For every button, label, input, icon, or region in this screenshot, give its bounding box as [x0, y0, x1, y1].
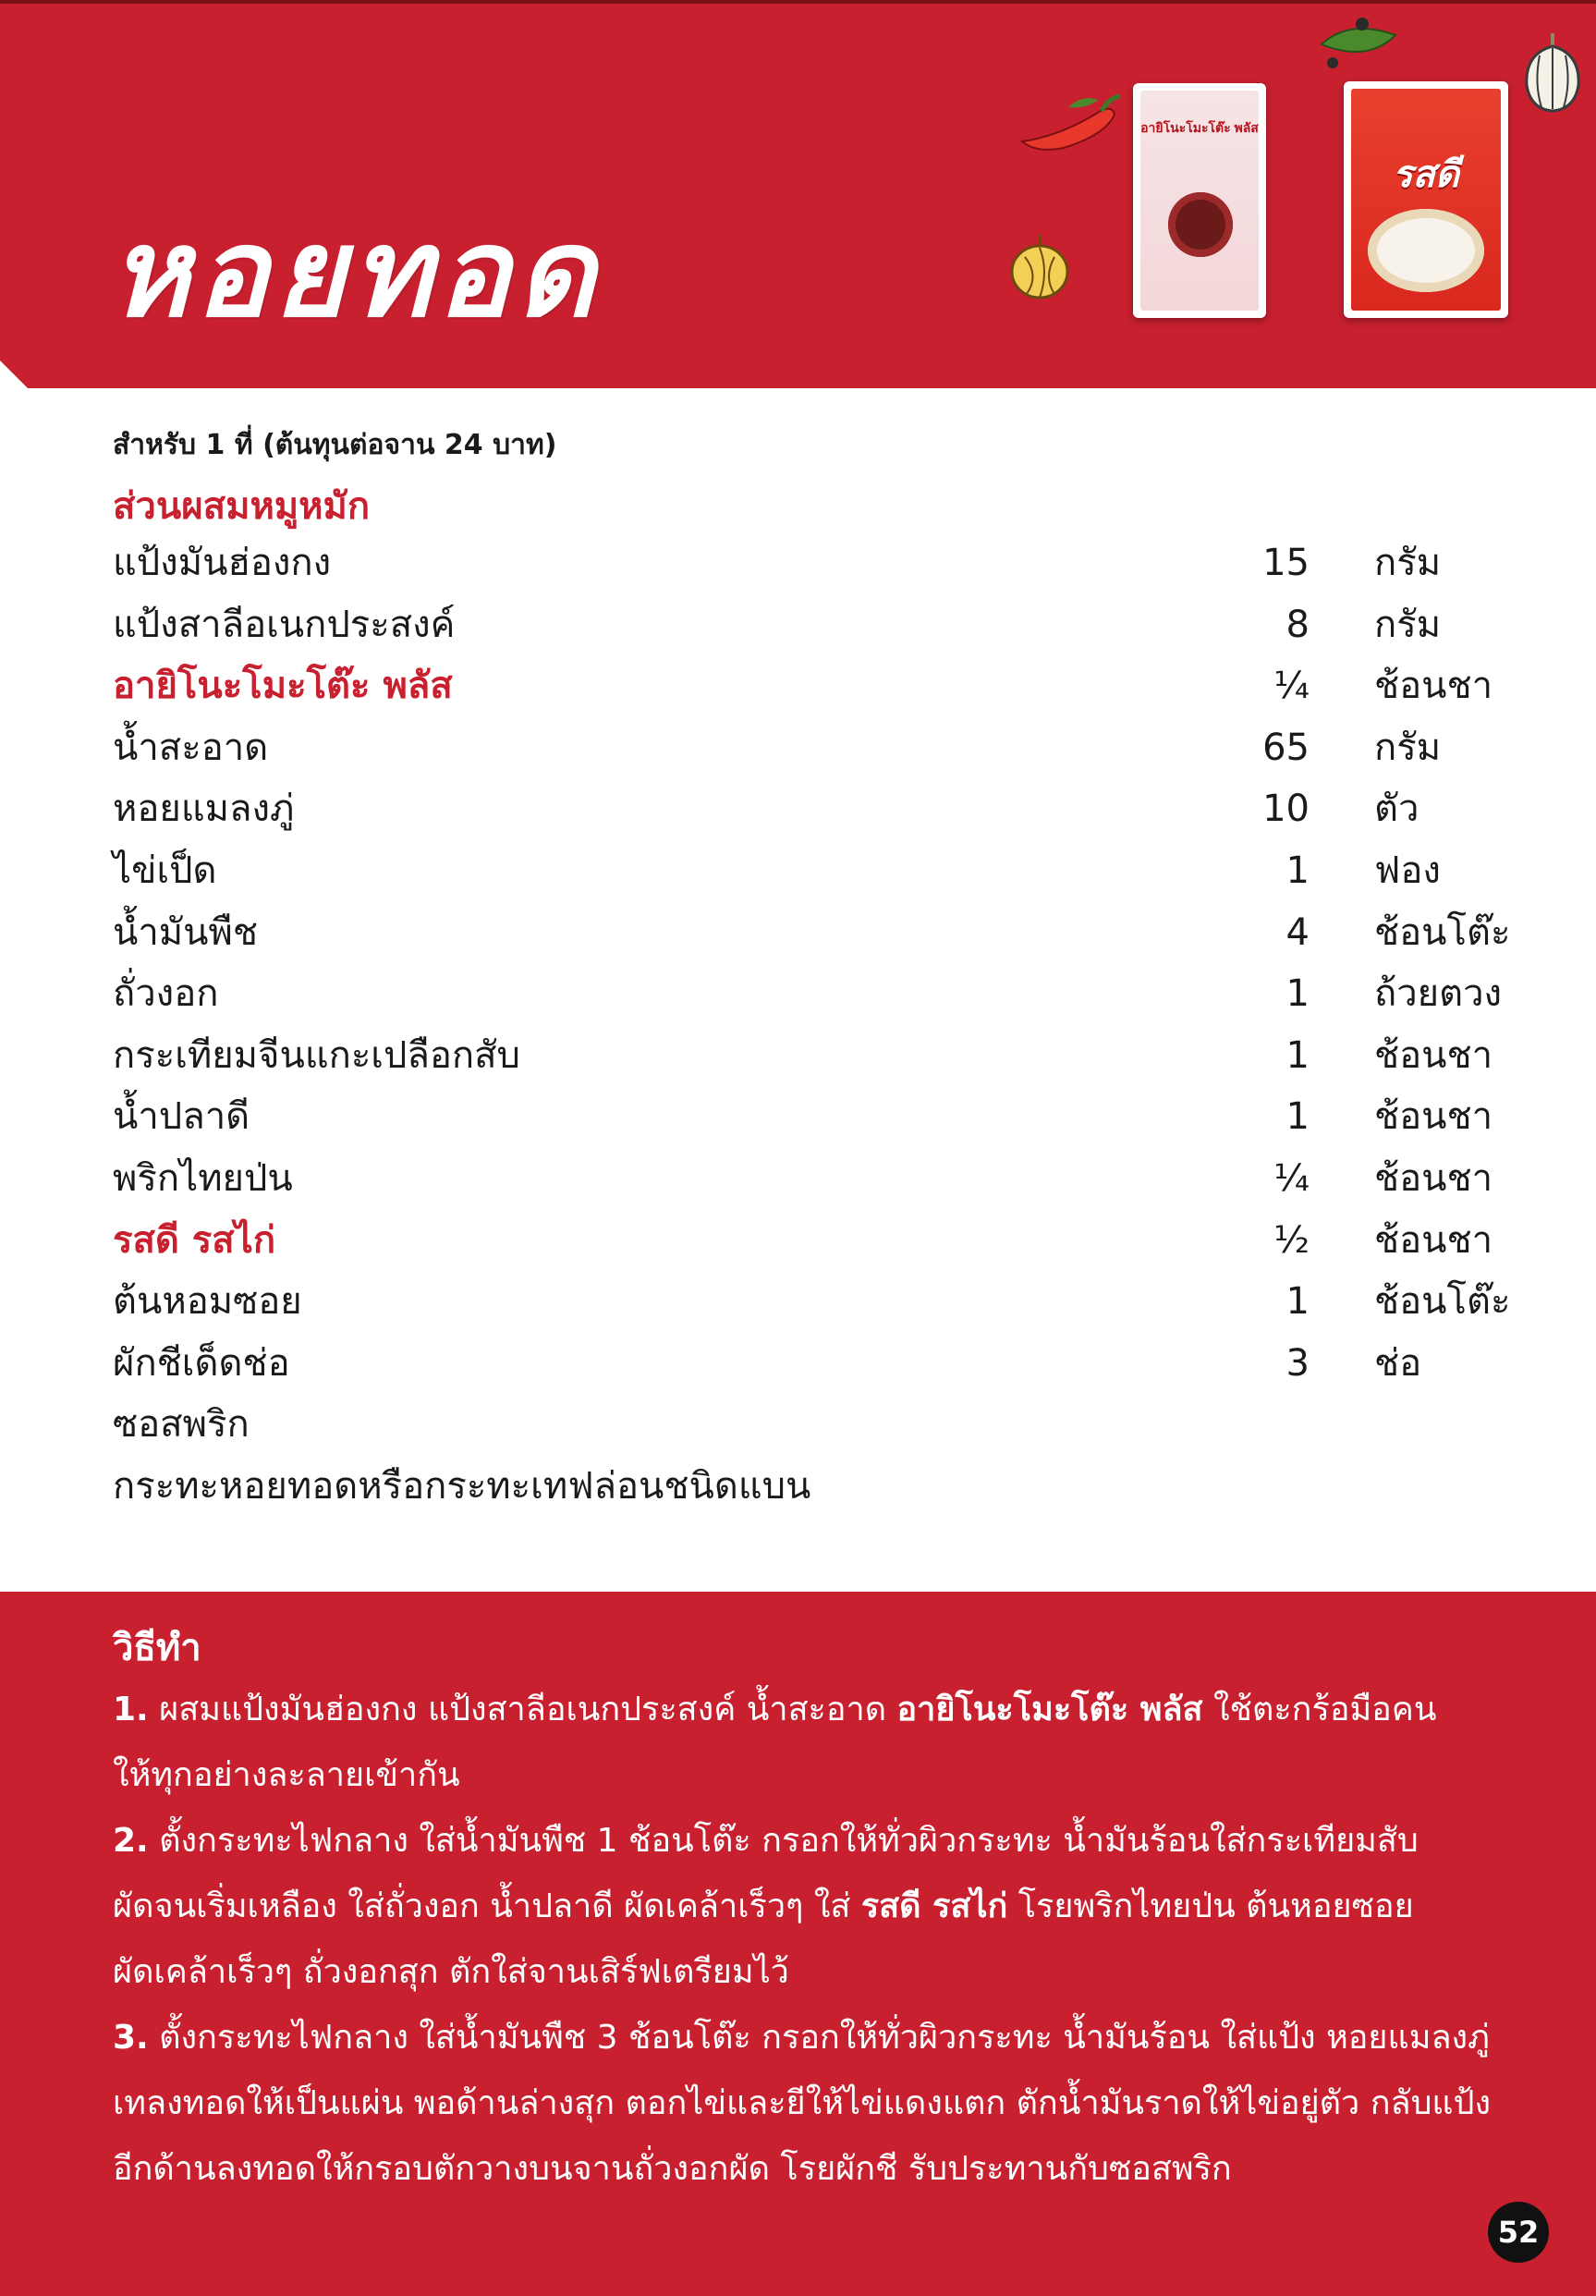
ingredient-qty: 1	[1285, 1095, 1310, 1139]
step-brand-text: อายิโนะโมะโต๊ะ พลัส	[896, 1691, 1203, 1728]
ingredient-unit: ช้อนชา	[1374, 665, 1493, 708]
ingredient-row	[113, 963, 1503, 1024]
ingredient-row	[113, 1210, 1499, 1271]
ingredient-row	[113, 902, 1511, 963]
ingredient-row	[113, 532, 1499, 593]
ingredient-name: รสดี รสไก่	[113, 1218, 276, 1262]
ingredient-qty: 15	[1262, 542, 1310, 584]
garlic-icon	[1516, 28, 1590, 116]
ingredient-name: ซอสพริก	[113, 1403, 250, 1447]
serving-info: สำหรับ 1 ที่ (ต้นทุนต่อจาน 24 บาท)	[113, 429, 557, 461]
ingredient-row	[113, 1333, 1499, 1394]
page-title: หอยทอด	[109, 202, 601, 345]
ingredient-unit: ช้อนชา	[1374, 1033, 1493, 1077]
step-text: ใช้ตะกร้อมือคน ให้ทุกอย่างละลายเข้ากัน	[113, 1691, 1437, 1794]
ingredient-name: ถั่วงอก	[113, 972, 219, 1016]
ingredient-name: ต้นหอมซอย	[113, 1280, 302, 1324]
ingredient-row	[113, 1086, 1499, 1147]
ingredient-unit: ช้อนโต๊ะ	[1374, 910, 1511, 954]
ingredient-unit: ช้อนชา	[1374, 1095, 1493, 1139]
pack-bowl-image	[1168, 192, 1233, 257]
pack-bowl-image	[1368, 209, 1484, 292]
ingredient-name: กระเทียมจีนแกะเปลือกสับ	[113, 1033, 520, 1077]
method-steps	[113, 1677, 1517, 2202]
ingredient-unit: กรัม	[1374, 542, 1442, 584]
ingredient-name: พริกไทยป่น	[113, 1157, 293, 1200]
ingredient-row	[113, 1148, 1499, 1209]
onion-icon	[1003, 229, 1077, 303]
step-number: 1.	[113, 1691, 149, 1728]
ingredient-unit: ตัว	[1374, 788, 1419, 831]
ingredient-row	[113, 778, 1499, 839]
ingredient-unit: กรัม	[1374, 726, 1442, 769]
ingredient-qty: 1	[1285, 849, 1310, 892]
ingredient-name: น้ำมันพืช	[113, 910, 259, 954]
ingredient-name: น้ำปลาดี	[113, 1095, 250, 1139]
ingredient-row	[113, 1025, 1499, 1086]
step-number: 2.	[113, 1822, 149, 1860]
rosdee-pack	[1344, 81, 1508, 318]
ingredient-unit: ช้อนชา	[1374, 1218, 1493, 1262]
ingredient-qty: 1	[1285, 1033, 1310, 1077]
ingredient-qty: 10	[1262, 788, 1310, 831]
ingredient-qty: 4	[1285, 910, 1310, 954]
step-text: ตั้งกระทะไฟกลาง ใส่น้ำมันพืช 1 ช้อนโต๊ะ กรอกให้ทั่วผิวกระทะ น้ำมันร้อนใส่กระเทียมสับ ผัดจนเริ่มเหลือง ใส่ถั่วงอก น้ำปลาดี ผัดเคล้าเร็วๆ ใส่	[113, 1822, 1419, 1925]
step-text: ตั้งกระทะไฟกลาง ใส่น้ำมันพืช 3 ช้อนโต๊ะ กรอกให้ทั่วผิวกระทะ น้ำมันร้อน ใส่แป้ง หอยแมลงภู่ เทลงทอดให้เป็นแผ่น พอด้านล่างสุก ตอกไข่และยีให้ไข่แดงแตก ตักน้ำมันราดให้ไข่อยู่ตัว กลับแป้ง อีกด้านลงทอดให้กรอบตักวางบนจานถั่วงอกผัด โรยผักชี รับประทานกับซอสพริก	[113, 2019, 1492, 2188]
ingredient-qty: 3	[1285, 1341, 1310, 1385]
ingredient-qty: 8	[1285, 603, 1310, 646]
ingredient-name: ผักชีเด็ดช่อ	[113, 1341, 290, 1385]
method-step	[113, 1808, 1517, 2005]
pack-label: อายิโนะโมะโต๊ะ พลัส	[1140, 120, 1259, 135]
ingredient-name: อายิโนะโมะโต๊ะ พลัส	[113, 665, 453, 708]
method-step	[113, 1677, 1517, 1808]
ingredient-unit: ฟอง	[1374, 849, 1441, 892]
step-text: โรยพริกไทยป่น ต้นหอยซอย ผัดเคล้าเร็วๆ ถั่วงอกสุก ตักใส่จานเสิร์ฟเตรียมไว้	[113, 1887, 1414, 1991]
step-brand-text: รสดี รสไก่	[860, 1887, 1008, 1925]
ingredient-row	[113, 655, 1499, 716]
ingredient-row	[113, 594, 1499, 655]
ingredient-qty: 1	[1285, 972, 1310, 1016]
method-step	[113, 2005, 1517, 2202]
ingredient-name: ไข่เป็ด	[113, 849, 217, 892]
ingredient-qty: 1	[1285, 1280, 1310, 1324]
ingredient-name: หอยแมลงภู่	[113, 788, 295, 831]
ingredient-row	[113, 1456, 1499, 1517]
ingredient-qty: 65	[1262, 726, 1310, 769]
ingredient-name: กระทะหอยทอดหรือกระทะเทฟล่อนชนิดแบน	[113, 1465, 811, 1508]
ingredient-qty: ¼	[1273, 1157, 1310, 1200]
ingredient-unit: ช้อนโต๊ะ	[1374, 1280, 1511, 1324]
pack-label: รสดี	[1393, 154, 1459, 195]
ingredient-name: แป้งสาลีอเนกประสงค์	[113, 603, 456, 646]
method-title: วิธีทำ	[113, 1627, 201, 1669]
ingredient-row	[113, 717, 1499, 778]
chili-icon	[1013, 91, 1124, 155]
ingredient-name: แป้งมันฮ่องกง	[113, 542, 332, 584]
ingredient-unit: กรัม	[1374, 603, 1442, 646]
ingredient-row	[113, 840, 1499, 901]
ingredients-section-title: ส่วนผสมหมูหมัก	[113, 485, 371, 528]
method-section	[0, 1592, 1596, 2296]
herb-leaf-icon	[1312, 17, 1414, 72]
ingredient-unit: ถ้วยตวง	[1374, 972, 1503, 1016]
ingredient-qty: ¼	[1273, 665, 1310, 708]
ajinomoto-plus-pack	[1133, 83, 1266, 318]
ingredient-qty: ½	[1273, 1218, 1310, 1262]
ingredient-unit: ช่อ	[1374, 1341, 1422, 1385]
header-top-border	[0, 0, 1596, 4]
ingredient-row	[113, 1271, 1511, 1332]
ingredient-unit: ช้อนชา	[1374, 1157, 1493, 1200]
step-number: 3.	[113, 2019, 149, 2057]
ingredient-row	[113, 1394, 1499, 1455]
page-number: 52	[1488, 2202, 1549, 2263]
step-text: ผสมแป้งมันฮ่องกง แป้งสาลีอเนกประสงค์ น้ำสะอาด	[148, 1691, 897, 1728]
ingredient-name: น้ำสะอาด	[113, 726, 269, 769]
